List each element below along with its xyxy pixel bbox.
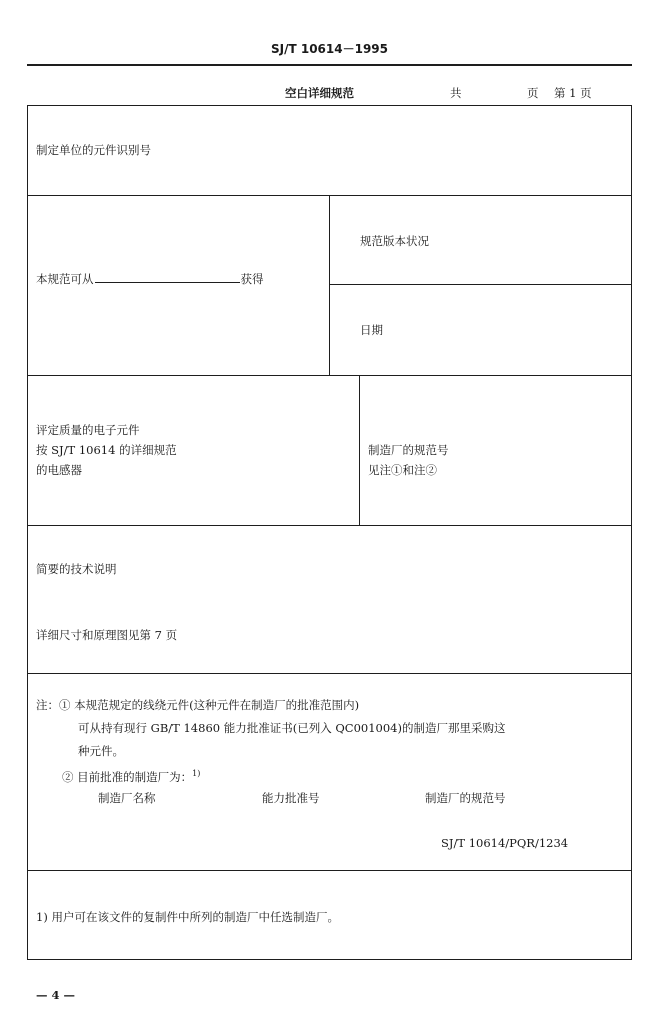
row-divider-4: [28, 673, 631, 674]
note-1-line-1: 注：① 本规范规定的线绕元件(这种元件在制造厂的批准范围内): [36, 698, 360, 712]
manufacturer-spec-label: 制造厂的规范号: [368, 443, 449, 457]
tech-description-label: 简要的技术说明: [36, 562, 117, 576]
col-divider-component: [359, 375, 360, 525]
row-divider-2: [28, 375, 631, 376]
col-divider-source: [329, 195, 330, 375]
dimension-note: 详细尺寸和原理图见第 7 页: [36, 628, 178, 642]
standard-number: SJ/T 10614－1995: [271, 42, 389, 56]
note-2-text: ② 目前批准的制造厂为：: [62, 769, 193, 784]
manufacturer-spec-note: 见注①和注②: [368, 463, 437, 477]
available-from-suffix: 获得: [240, 272, 264, 286]
component-desc-line-2: 按 SJ/T 10614 的详细规范: [36, 443, 177, 457]
row-divider-version-date: [329, 284, 631, 285]
spec-title: 空白详细规范: [285, 86, 354, 100]
available-from-prefix: 本规范可从: [36, 272, 94, 286]
approval-number-header: 能力批准号: [262, 791, 320, 805]
page-footer-number: — 4 —: [36, 988, 76, 1002]
row-divider-5: [28, 870, 631, 871]
footnote-text: 1) 用户可在该文件的复制件中所列的制造厂中任选制造厂。: [36, 910, 339, 924]
note-2: [62, 767, 200, 784]
component-id-label: 制定单位的元件识别号: [36, 143, 151, 157]
page-number-label: 第 1 页: [554, 86, 592, 100]
note-1-line-2: 可从持有现行 GB/T 14860 能力批准证书(已列入 QC001004)的制造厂那里采购这: [78, 721, 506, 735]
manufacturer-spec-header: 制造厂的规范号: [425, 791, 506, 805]
available-from-field: [36, 271, 264, 286]
note-2-footnote-ref: 1): [192, 769, 201, 778]
date-label: 日期: [360, 323, 383, 337]
note-1-line-3: 种元件。: [78, 744, 124, 758]
pages-label: 页: [527, 86, 539, 100]
component-desc-line-1: 评定质量的电子元件: [36, 423, 140, 437]
version-status-label: 规范版本状况: [360, 234, 429, 248]
component-desc-line-3: 的电感器: [36, 463, 82, 477]
spec-reference-number: SJ/T 10614/PQR/1234: [441, 836, 569, 850]
total-pages-label: 共: [450, 86, 462, 100]
manufacturer-name-header: 制造厂名称: [98, 791, 156, 805]
header-rule: [27, 64, 632, 66]
row-divider-3: [28, 525, 631, 526]
available-from-blank[interactable]: [95, 271, 240, 283]
